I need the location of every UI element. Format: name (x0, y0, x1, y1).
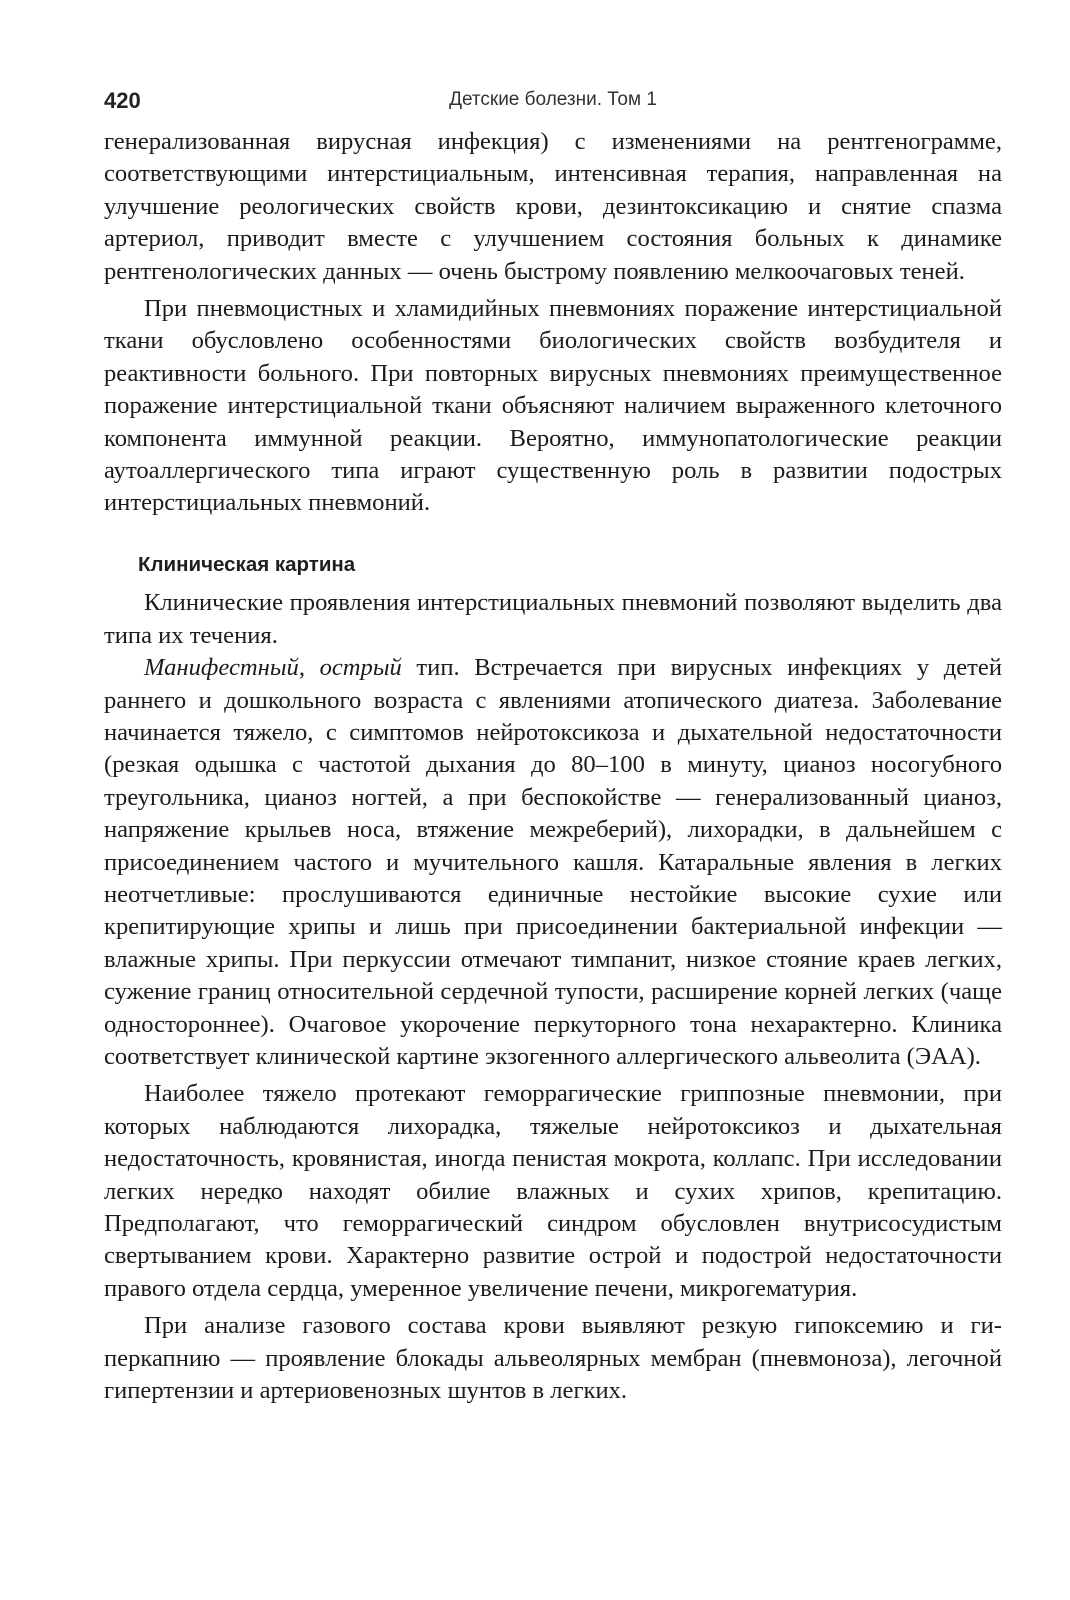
paragraph-clinical-intro: Клинические проявления интерстициальных пневмоний позволяют выделить два типа их течения. (104, 589, 1002, 649)
manifest-type-text: тип. Встречается при вирусных инфекциях у детей раннего и дошкольного возраста с явлениями атопического диатеза. Заболевание начинается тяжело, с симптомов нейротоксикоза и дыхательной недостаточности (резкая одышка с частотой дыхания до 80–100 в минуту, цианоз носогубного треугольника, цианоз ногтей, а при беспокойстве — генерализованный цианоз, напряжение крыльев носа, втяжение межреберий), лихорадки, в дальнейшем с присоединением частого и мучительного кашля. Катаральные явления в легких неотчетливые: прослушиваются единичные нестойкие высокие сухие или крепитирующие хрипы и лишь при присоединении бактериальной инфекции — влажные хрипы. При перкуссии отмечают тимпанит, низкое стояние краев легких, сужение границ относительной сердечной тупости, расширение корней легких (чаще одностороннее). Очаговое укорочение перкуторного тона нехарактерно. Клиника соответствует клинической картине экзогенного аллергического альвеолита (ЭАА). (104, 654, 1002, 1070)
paragraph-pathogenesis: При пневмоцистных и хламидийных пневмониях поражение интерстициальной ткани обусловлено особенностями биологических свойств возбудителя и реактивности больного. При повторных вирусных пневмониях преимущественное поражение интерстициальной ткани объясняют наличием выраженного клеточного компонента иммунной реакции. Вероятно, иммунопатологические реакции аутоаллергического типа играют существенную роль в развитии подострых интерстициальных пневмоний. (104, 295, 1002, 517)
page-number: 420 (104, 88, 141, 113)
paragraph-manifest-type (104, 652, 1002, 1073)
paragraph-blood-gas: При анализе газового состава крови выявляют резкую гипоксемию и гиперкапнию — проявление блокады альвеолярных мембран (пневмоноза), легочной гипертензии и артериовенозных шунтов в легких. (104, 1312, 1002, 1405)
body-text (104, 126, 1002, 1407)
paragraph-continuation: генерализованная вирусная инфекция) с изменениями на рентгенограмме, соответствующими интерстициальным, интенсивная терапия, направленная на улучшение реологических свойств крови, дезинтоксикацию и снятие спазма артериол, приводит вместе с улучшением состояния больных к динамике рентгенологических данных — очень быстрому появлению мелкоочаговых теней. (104, 128, 1002, 285)
manifest-type-term: Манифестный, острый (144, 654, 402, 682)
running-header (104, 86, 1002, 120)
paragraph-hemorrhagic: Наиболее тяжело протекают геморрагические гриппозные пневмонии, при которых наблюдаются лихорадка, тяжелые нейротоксикоз и дыхательная недостаточность, кровянистая, иногда пенистая мокрота, коллапс. При исследовании легких нередко находят обилие влажных и сухих хрипов, крепитацию. Предполагают, что геморрагический синдром обусловлен внутрисосудистым свертыванием крови. Характерно развитие острой и подострой недостаточности правого отдела сердца, умеренное увеличение печени, микрогематурия. (104, 1080, 1002, 1302)
book-page (104, 86, 1002, 1407)
section-heading: Клиническая картина (138, 552, 356, 576)
book-title: Детские болезни. Том 1 (449, 89, 657, 110)
